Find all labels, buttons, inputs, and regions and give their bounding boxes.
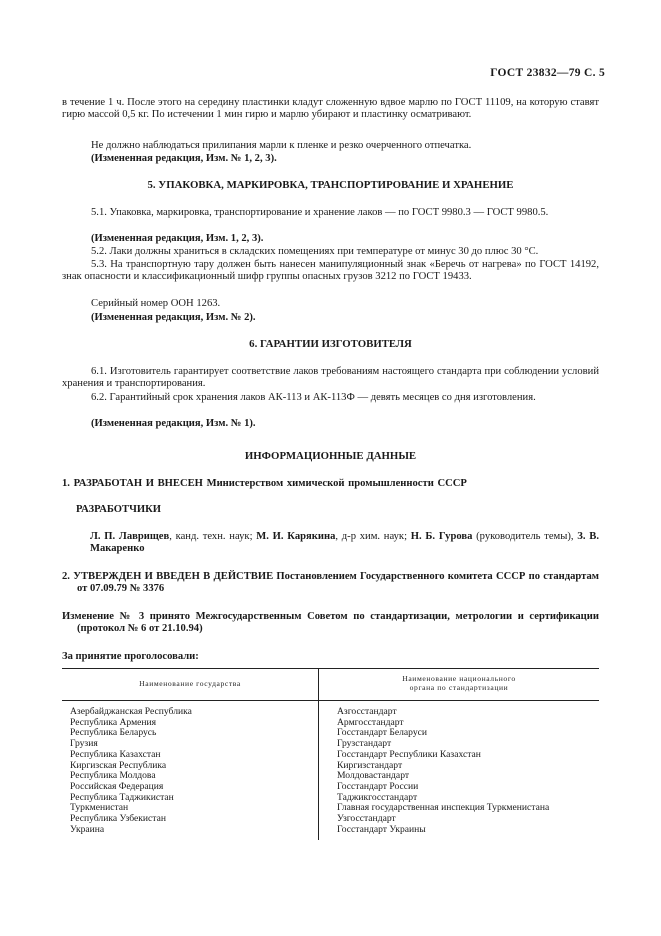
table-cell-body: Армгосстандарт (337, 716, 404, 728)
table-cell-state: Республика Казахстан (70, 748, 161, 760)
table-cell-state: Азербайджанская Республика (70, 706, 192, 717)
table-cell-state: Российская Федерация (70, 780, 164, 792)
developer-degree: , канд. техн. наук; (169, 531, 257, 542)
developer-name: Л. П. Лаврищев (90, 531, 170, 542)
table-cell-state: Туркменистан (70, 802, 129, 814)
info-item-2-text: 2. УТВЕРЖДЕН И ВВЕДЕН В ДЕЙСТВИЕ Постановлением Государственного комитета СССР по стандартам от 07.09.79 № 3376 (62, 571, 599, 595)
section-5-2: 5.2. Лаки должны храниться в складских помещениях при температуре от минус 30 до плюс 30 °С. (91, 246, 539, 257)
section-6-1: 6.1. Изготовитель гарантирует соответствие лаков требованиям настоящего стандарта при соблюдении условий хранения и транспортирования. (62, 366, 599, 390)
table-cell-body: Узгосстандарт (337, 813, 396, 825)
table-column-divider (318, 668, 319, 840)
table-top-rule (62, 668, 599, 669)
page-header-code: ГОСТ 23832—79 С. 5 (490, 67, 605, 79)
table-cell-state: Республика Молдова (70, 770, 156, 782)
developer-degree: (руководитель темы), (472, 531, 578, 542)
table-cell-state: Республика Узбекистан (70, 813, 167, 825)
table-cell-state: Республика Беларусь (70, 727, 157, 739)
section-6-2: 6.2. Гарантийный срок хранения лаков АК-113 и АК-113Ф — девять месяцев со дня изготовления. (91, 392, 536, 403)
table-cell-body: Азгосстандарт (337, 706, 397, 717)
change-3-text: Изменение № 3 принято Межгосударственным Советом по стандартизации, метрологии и сертификации (протокол № 6 от 21.10.94) (62, 611, 599, 635)
table-cell-body: Грузстандарт (337, 738, 392, 750)
table-cell-body: Таджикгосстандарт (337, 791, 418, 803)
developer-name: Н. Б. Гурова (410, 531, 473, 542)
developer-name: М. И. Карякина (256, 531, 336, 542)
info-title: ИНФОРМАЦИОННЫЕ ДАННЫЕ (244, 450, 417, 462)
info-item-2 (62, 571, 599, 596)
table-cell-state: Республика Таджикистан (70, 791, 174, 803)
table-cell-body: Госстандарт Беларуси (337, 727, 428, 739)
table-header-rule (62, 700, 599, 701)
table-cell-body: Главная государственная инспекция Туркменистана (337, 802, 550, 814)
table-header-body-line-1: Наименование национального (402, 674, 516, 683)
table-states-column (70, 707, 315, 835)
table-cell-body: Госстандарт Республики Казахстан (337, 748, 481, 760)
table-cell-state: Республика Армения (70, 716, 157, 728)
table-cell-body: Киргизстандарт (337, 759, 403, 771)
section-6-title: 6. ГАРАНТИИ ИЗГОТОВИТЕЛЯ (249, 338, 412, 350)
table-cell-body: Молдовастандарт (337, 770, 410, 782)
voted-label: За принятие проголосовали: (62, 651, 199, 662)
section-5-revision-1: (Измененная редакция, Изм. 1, 2, 3). (91, 233, 264, 244)
intro-paragraph-2: Не должно наблюдаться прилипания марли к пленке и резко очерченного отпечатка. (91, 140, 472, 151)
table-cell-state: Украина (70, 823, 105, 835)
developer-name: З. В. Макаренко (90, 531, 599, 555)
change-3-note (62, 611, 599, 636)
developers-list (90, 531, 599, 556)
developers-label: РАЗРАБОТЧИКИ (76, 504, 162, 515)
table-bodies-column (337, 707, 599, 835)
section-5-revision-2: (Измененная редакция, Изм. № 2). (91, 312, 256, 323)
table-cell-body: Госстандарт Украины (337, 823, 426, 835)
table-header-state: Наименование государства (139, 679, 241, 688)
section-6-revision: (Измененная редакция, Изм. № 1). (91, 418, 256, 429)
section-5-title: 5. УПАКОВКА, МАРКИРОВКА, ТРАНСПОРТИРОВАНИЕ И ХРАНЕНИЕ (147, 179, 514, 191)
table-header-body (319, 674, 599, 692)
table-header-body-line-2: органа по стандартизации (409, 683, 509, 692)
intro-paragraph: в течение 1 ч. После этого на середину пластинки кладут сложенную вдвое марлю по ГОСТ 11109, на которую ставят гирю массой 0,5 кг. По истечении 1 мин гирю и марлю убирают и пластинку осматривают. (62, 97, 599, 121)
developer-degree: , д-р хим. наук; (335, 531, 411, 542)
table-cell-state: Киргизская Республика (70, 759, 167, 771)
section-5-un-number: Серийный номер ООН 1263. (91, 298, 221, 309)
table-cell-body: Госстандарт России (337, 780, 419, 792)
info-item-1: 1. РАЗРАБОТАН И ВНЕСЕН Министерством химической промышленности СССР (62, 478, 467, 489)
section-5-1: 5.1. Упаковка, маркировка, транспортирование и хранение лаков — по ГОСТ 9980.3 — ГОСТ 9980.5. (91, 207, 549, 218)
table-cell-state: Грузия (70, 738, 98, 750)
section-5-3: 5.3. На транспортную тару должен быть нанесен манипуляционный знак «Беречь от нагрева» по ГОСТ 14192, знак опасности и классификационный шифр группы опасных грузов 3212 по ГОСТ 19433. (62, 259, 599, 283)
intro-revision-note: (Измененная редакция, Изм. № 1, 2, 3). (91, 153, 277, 164)
